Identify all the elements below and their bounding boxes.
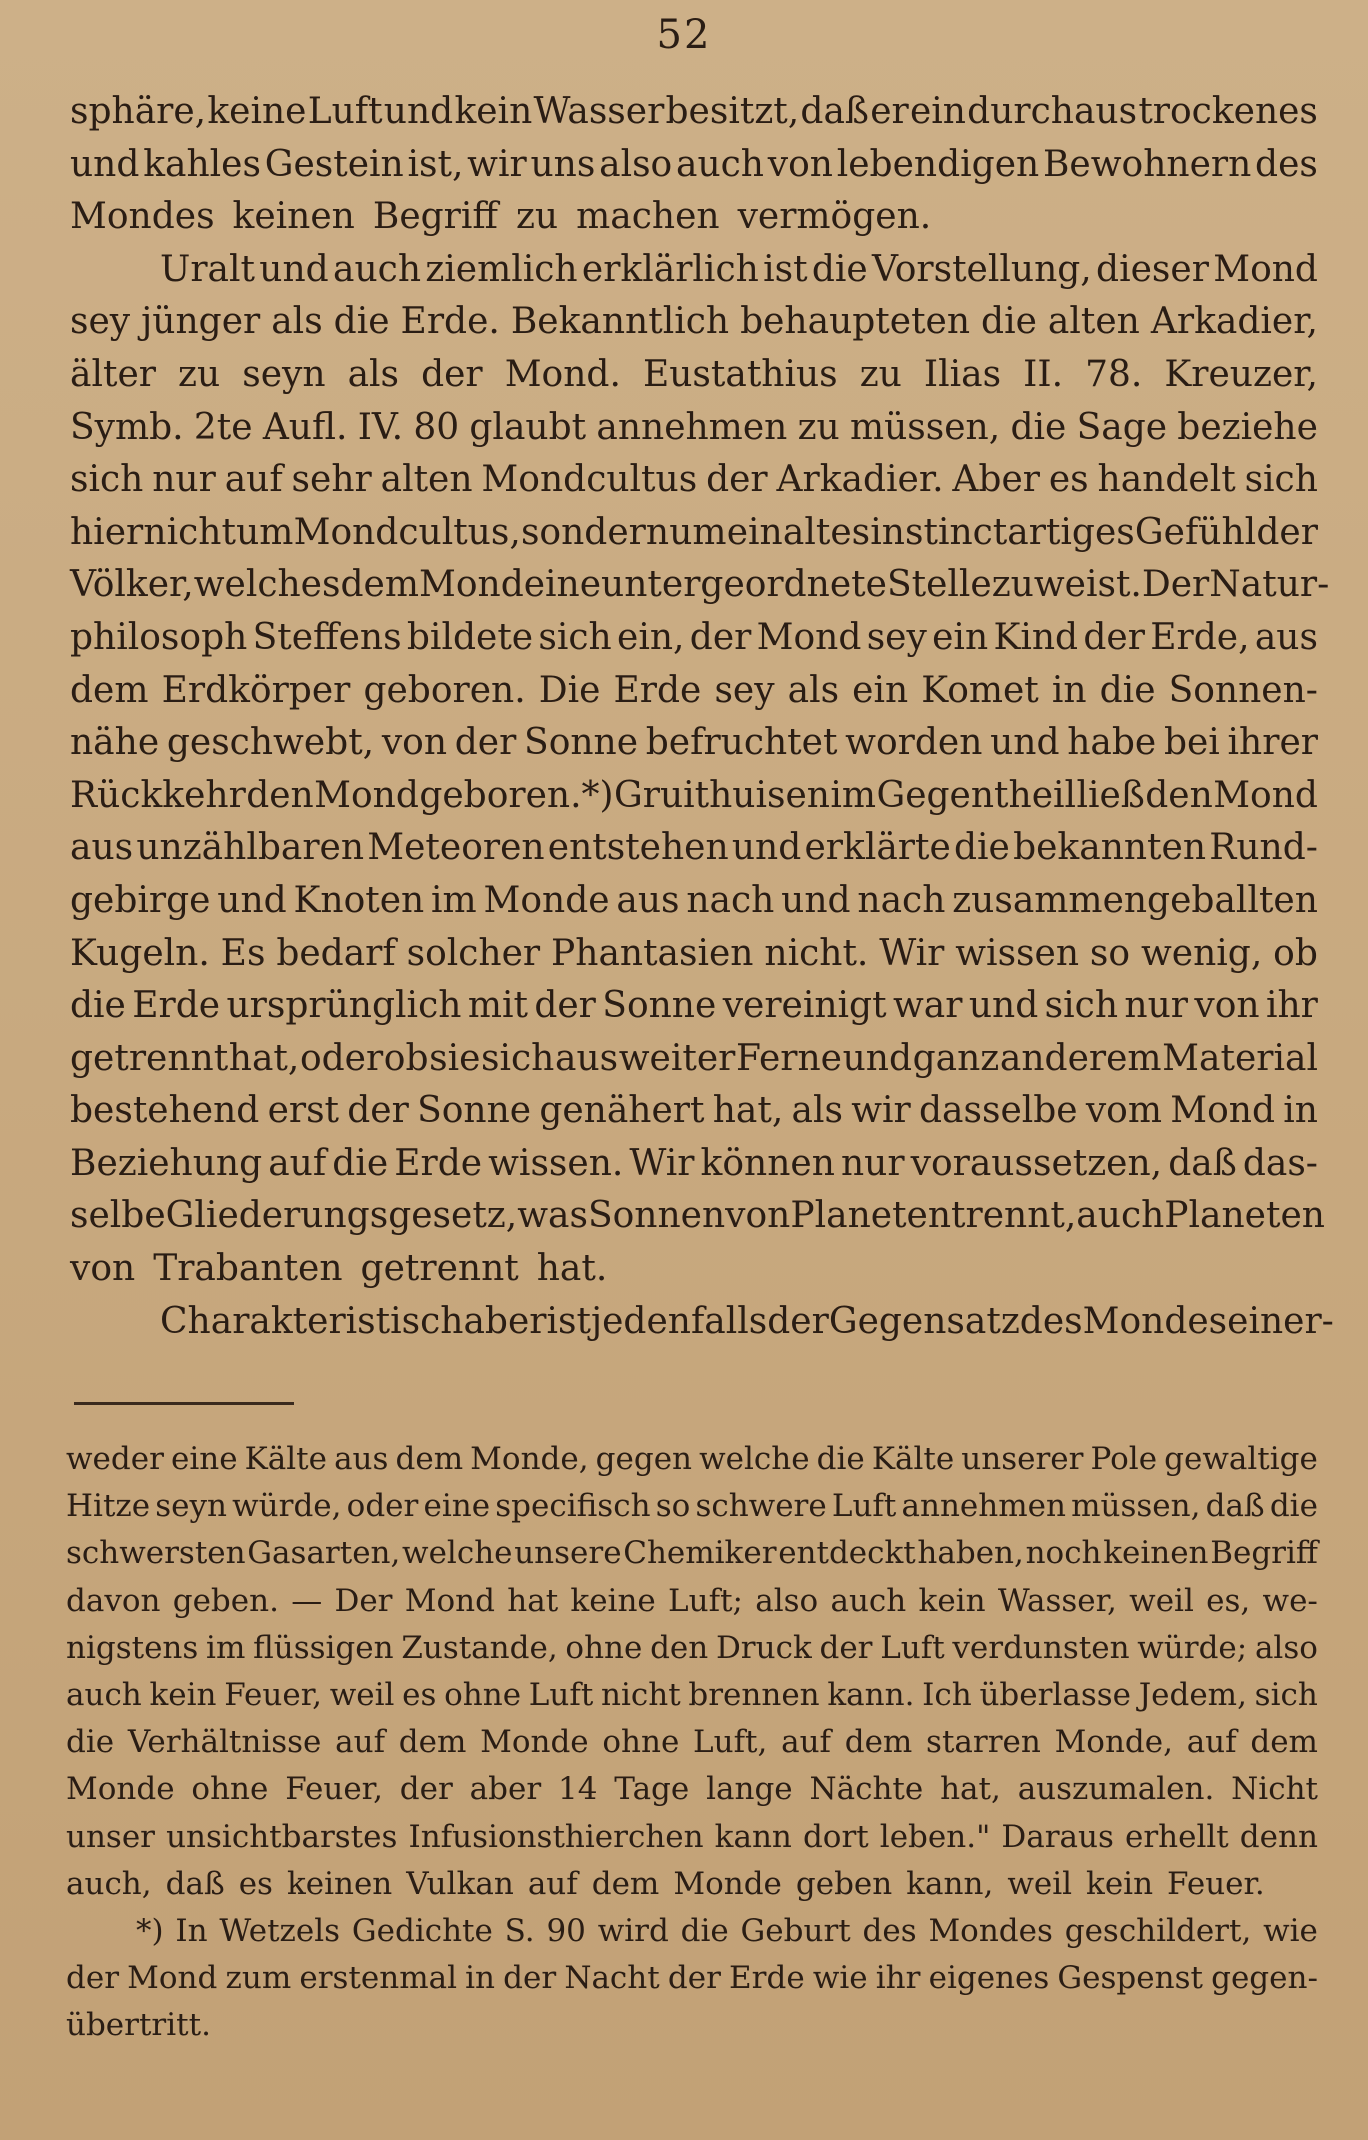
footnote-line: nigstens im flüssigen Zustande, ohne den Druck der Luft verdunsten würde; also: [66, 1629, 1318, 1666]
text-line: Kugeln. Es bedarf solcher Phantasien nicht. Wir wissen so wenig, ob: [70, 932, 1318, 974]
text-line: bestehend erst der Sonne genähert hat, als wir dasselbe vom Mond in: [70, 1090, 1318, 1132]
text-line: Charakteristisch aber ist jedenfalls der Gegensatz des Mondes einer-: [160, 1300, 1334, 1342]
text-line: hier nicht um Mondcultus, sondern um ein altes instinctartiges Gefühl der: [70, 511, 1318, 553]
text-line: Beziehung auf die Erde wissen. Wir können nur voraussetzen, daß das-: [70, 1142, 1318, 1184]
text-line: sphäre, keine Luft und kein Wasser besitzt, daß er ein durchaus trockenes: [70, 91, 1318, 132]
footnote-line: der Mond zum erstenmal in der Nacht der Erde wie ihr eigenes Gespenst gegen-: [66, 1960, 1318, 1997]
text-line: und kahles Gestein ist, wir uns also auch von lebendigen Bewohnern des: [70, 143, 1318, 185]
text-line: sich nur auf sehr alten Mondcultus der Arkadier. Aber es handelt sich: [70, 459, 1318, 501]
footnote-line: auch kein Feuer, weil es ohne Luft nicht brennen kann. Ich überlasse Jedem, sich: [66, 1676, 1318, 1713]
text-line: gebirge und Knoten im Monde aus nach und nach zusammengeballten: [70, 879, 1318, 921]
footnote-line: weder eine Kälte aus dem Monde, gegen welche die Kälte unserer Pole gewaltige: [66, 1441, 1318, 1477]
text-line: Uralt und auch ziemlich erklärlich ist die Vorstellung, dieser Mond: [160, 248, 1318, 290]
text-line: philosoph Steffens bildete sich ein, der Mond sey ein Kind der Erde, aus: [70, 616, 1318, 658]
page-number: 52: [656, 12, 712, 58]
footnote-line: *) In Wetzels Gedichte S. 90 wird die Geburt des Mondes geschildert, wie: [136, 1912, 1318, 1949]
footnote-line: übertritt.: [66, 2007, 211, 2044]
footnote-line: Monde ohne Feuer, der aber 14 Tage lange Nächte hat, auszumalen. Nicht: [66, 1771, 1318, 1808]
text-line: Rückkehr den Mond geboren.*) Gruithuisen im Gegentheil ließ den Mond: [70, 774, 1318, 816]
text-line: von Trabanten getrennt hat.: [70, 1248, 608, 1290]
footnote-block: [66, 1436, 1318, 2049]
text-line: getrennt hat, oder ob sie sich aus weiter Ferne und ganz anderem Material: [70, 1037, 1318, 1079]
footnote-line: auch, daß es keinen Vulkan auf dem Monde geben kann, weil kein Feuer.: [66, 1865, 1265, 1902]
text-line: Symb. 2te Aufl. IV. 80 glaubt annehmen zu müssen, die Sage beziehe: [70, 406, 1318, 448]
text-line: selbe Gliederungsgesetz, was Sonnen von Planeten trennt, auch Planeten: [70, 1195, 1325, 1237]
footnote-separator: [74, 1402, 294, 1405]
main-text-block: [70, 86, 1334, 1348]
text-line: dem Erdkörper geboren. Die Erde sey als ein Komet in die Sonnen-: [70, 669, 1318, 711]
footnote-line: unser unsichtbarstes Infusionsthierchen kann dort leben." Daraus erhellt denn: [66, 1818, 1318, 1855]
footnote-line: Hitze seyn würde, oder eine specifisch so schwere Luft annehmen müssen, daß die: [66, 1488, 1318, 1525]
text-line: die Erde ursprünglich mit der Sonne vereinigt war und sich nur von ihr: [70, 985, 1318, 1027]
text-line: älter zu seyn als der Mond. Eustathius zu Ilias II. 78. Kreuzer,: [70, 353, 1318, 395]
footnote-line: die Verhältnisse auf dem Monde ohne Luft, auf dem starren Monde, auf dem: [66, 1724, 1318, 1761]
footnote-line: davon geben. — Der Mond hat keine Luft; also auch kein Wasser, weil es, we-: [66, 1582, 1318, 1619]
text-line: Völker, welches dem Mond eine untergeordnete Stelle zuweist. Der Natur-: [70, 564, 1330, 606]
text-line: nähe geschwebt, von der Sonne befruchtet worden und habe bei ihrer: [70, 722, 1318, 764]
text-line: Mondes keinen Begriff zu machen vermögen.: [70, 196, 932, 238]
footnote-line: schwersten Gasarten, welche unsere Chemiker entdeckt haben, noch keinen Begriff: [66, 1535, 1318, 1572]
text-line: sey jünger als die Erde. Bekanntlich behaupteten die alten Arkadier,: [70, 301, 1318, 343]
text-line: aus unzählbaren Meteoren entstehen und erklärte die bekannten Rund-: [70, 827, 1318, 869]
